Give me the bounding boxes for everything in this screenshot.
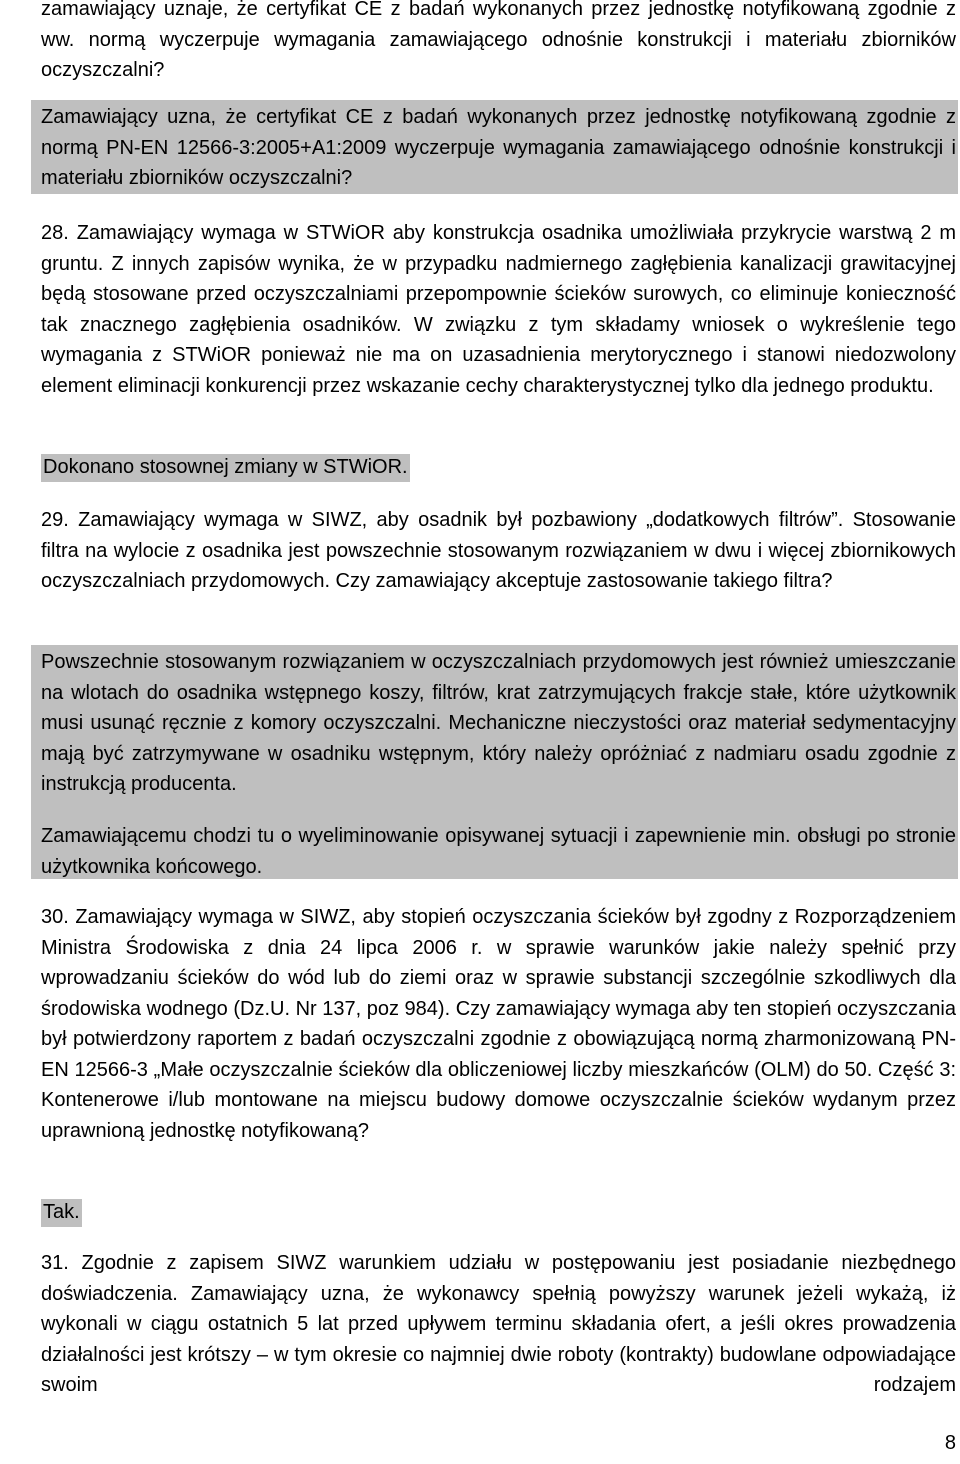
answer-28 <box>41 452 956 483</box>
page-number: 8 <box>944 1432 956 1454</box>
question-27-tail: zamawiający uznaje, że certyfikat CE z badań wykonanych przez jednostkę notyfikowaną zgodnie z ww. normą wyczerpuje wymagania zamawiającego odnośnie konstrukcji i materiału zbiorników oczyszczalni? <box>41 0 956 81</box>
question-29-text: Zamawiający wymaga w SIWZ, aby osadnik był pozbawiony „dodatkowych filtrów”. Stosowanie filtra na wylocie z osadnika jest powszechnie stosowanym rozwiązaniem w dwu i więcej zbiornikowych oczyszczalniach przydomowych. Czy zamawiający akceptuje zastosowanie takiego filtra? <box>41 509 956 592</box>
question-29 <box>41 505 956 597</box>
question-30-text: Zamawiający wymaga w SIWZ, aby stopień oczyszczania ścieków był zgodny z Rozporządzeniem Ministra Środowiska z dnia 24 lipca 2006 r. w sprawie warunków jakie należy spełnić przy wprowadzaniu ścieków do wód lub do ziemi oraz w sprawie substancji szczególnie szkodliwych dla środowiska wodnego (Dz.U. Nr 137, poz 984). Czy zamawiający wymaga aby ten stopień oczyszczania był potwierdzony raportem z badań oczyszczalni zgodnie z obowiązującą normą zharmonizowaną PN-EN 12566-3 „Małe oczyszczalnie ścieków dla obliczeniowej liczby mieszkańców (OLM) do 50. Część 3: Kontenerowe i/lub montowane na miejscu budowy domowe oczyszczalnie ścieków wydanym przez uprawnioną jednostkę notyfikowaną? <box>41 906 956 1142</box>
answer-30 <box>41 1197 956 1228</box>
question-28-text: Zamawiający wymaga w STWiOR aby konstrukcja osadnika umożliwiała przykrycie warstwą 2 m gruntu. Z innych zapisów wynika, że w przypadku nadmiernego zagłębienia kanalizacji grawitacyjnej będą stosowane przed oczyszczalniami przepompownie ścieków surowych, co eliminuje konieczność tak znacznego zagłębienia osadników. W związku z tym składamy wniosek o wykreślenie tego wymagania z STWiOR ponieważ nie ma on uzasadnienia merytorycznego i stanowi niedozwolony element eliminacji konkurencji przez wskazanie cechy charakterystycznej tylko dla jednego produktu. <box>41 222 956 397</box>
question-29-number: 29. <box>41 509 69 531</box>
answer-29-paragraph-2: Zamawiającemu chodzi tu o wyeliminowanie opisywanej sytuacji i zapewnienie min. obsługi po stronie użytkownika końcowego. <box>41 825 956 878</box>
answer-28-text: Dokonano stosownej zmiany w STWiOR. <box>41 454 410 482</box>
answer-27: Zamawiający uzna, że certyfikat CE z badań wykonanych przez jednostkę notyfikowaną zgodnie z normą PN-EN 12566-3:2005+A1:2009 wyczerpuje wymagania zamawiającego odnośnie konstrukcji i materiału zbiorników oczyszczalni? <box>41 106 956 189</box>
question-31-text: Zgodnie z zapisem SIWZ warunkiem udziału w postępowaniu jest posiadanie niezbędnego doświadczenia. Zamawiający uzna, że wykonawcy spełnią powyższy warunek jeżeli wykażą, iż wykonali w ciągu ostatnich 5 lat przed upływem terminu składania ofert, a jeśli okres prowadzenia działalności jest krótszy – w tym okresie co najmniej dwie roboty (kontrakty) budowlane odpowiadające swoim rodzajem <box>41 1252 956 1396</box>
question-30-number: 30. <box>41 906 69 928</box>
question-31-number: 31. <box>41 1252 69 1274</box>
question-28 <box>41 218 956 401</box>
answer-30-text: Tak. <box>41 1199 82 1227</box>
question-28-number: 28. <box>41 222 69 244</box>
answer-29-paragraph-1: Powszechnie stosowanym rozwiązaniem w oczyszczalniach przydomowych jest również umieszczanie na wlotach do osadnika wstępnego koszy, filtrów, krat zatrzymujących frakcje stałe, które użytkownik musi usunąć ręcznie z komory oczyszczalni. Mechaniczne nieczystości oraz materiał sedymentacyjny mają być zatrzymywane w osadniku wstępnym, który należy opróżniać z nadmiaru osadu zgodnie z instrukcją producenta. <box>41 651 956 795</box>
question-31 <box>41 1248 956 1401</box>
question-30 <box>41 902 956 1146</box>
